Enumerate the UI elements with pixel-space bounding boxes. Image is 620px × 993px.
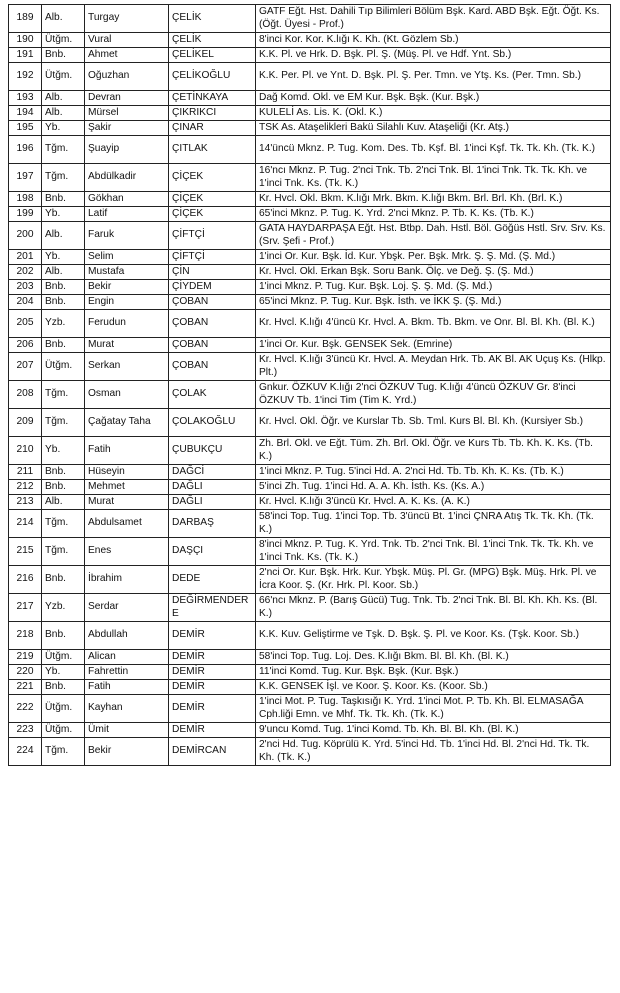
table-row (9, 250, 611, 265)
row-number: 221 (9, 680, 42, 695)
first-name-cell: Oğuzhan (85, 63, 169, 91)
last-name-cell: ÇİÇEK (169, 207, 256, 222)
duty-cell: Kr. Hvcl. Okl. Öğr. ve Kurslar Tb. Sb. Tml. Kurs Bl. Bl. Kh. (Kursiyer Sb.) (256, 409, 611, 437)
row-number: 222 (9, 695, 42, 723)
row-number: 204 (9, 295, 42, 310)
last-name-cell: DARBAŞ (169, 510, 256, 538)
rank-cell: Bnb. (42, 48, 85, 63)
first-name-cell: Selim (85, 250, 169, 265)
duty-cell: KULELİ As. Lis. K. (Okl. K.) (256, 106, 611, 121)
last-name-cell: ÇITLAK (169, 136, 256, 164)
row-number: 209 (9, 409, 42, 437)
duty-cell: 2'nci Hd. Tug. Köprülü K. Yrd. 5'inci Hd. Tb. 1'inci Hd. Bl. 2'nci Hd. Tk. Tk. Kh. (Tk. K.) (256, 738, 611, 766)
last-name-cell: DEMİR (169, 650, 256, 665)
rank-cell: Tğm. (42, 136, 85, 164)
table-row (9, 295, 611, 310)
rank-cell: Bnb. (42, 680, 85, 695)
first-name-cell: Faruk (85, 222, 169, 250)
table-row (9, 566, 611, 594)
rank-cell: Alb. (42, 265, 85, 280)
row-number: 201 (9, 250, 42, 265)
duty-cell: Gnkur. ÖZKUV K.lığı 2'nci ÖZKUV Tug. K.lığı 4'üncü ÖZKUV Gr. 8'inci ÖZKUV Tb. 1'inci Tim (Tim K. Yrd.) (256, 381, 611, 409)
duty-cell: 14'üncü Mknz. P. Tug. Kom. Des. Tb. Kşf. Bl. 1'inci Kşf. Tk. Tk. Kh. (Tk. K.) (256, 136, 611, 164)
first-name-cell: İbrahim (85, 566, 169, 594)
first-name-cell: Alican (85, 650, 169, 665)
row-number: 219 (9, 650, 42, 665)
row-number: 208 (9, 381, 42, 409)
rank-cell: Tğm. (42, 164, 85, 192)
table-row (9, 480, 611, 495)
last-name-cell: DEMİR (169, 695, 256, 723)
table-row (9, 353, 611, 381)
last-name-cell: ÇELİK (169, 33, 256, 48)
table-row (9, 207, 611, 222)
duty-cell: Kr. Hvcl. K.lığı 4'üncü Kr. Hvcl. A. Bkm. Tb. Bkm. ve Onr. Bl. Bl. Kh. (Bl. K.) (256, 310, 611, 338)
rank-cell: Alb. (42, 222, 85, 250)
rank-cell: Yb. (42, 437, 85, 465)
row-number: 213 (9, 495, 42, 510)
rank-cell: Tğm. (42, 409, 85, 437)
table-row (9, 91, 611, 106)
first-name-cell: Şuayip (85, 136, 169, 164)
duty-cell: 1'inci Mknz. P. Tug. Kur. Bşk. Loj. Ş. Ş. Md. (Ş. Md.) (256, 280, 611, 295)
duty-cell: 8'inci Mknz. P. Tug. K. Yrd. Tnk. Tb. 2'nci Tnk. Bl. 1'inci Tnk. Tk. Tk. Kh. ve 1'inci Tnk. Ks. (Tk. K.) (256, 538, 611, 566)
row-number: 205 (9, 310, 42, 338)
table-row (9, 106, 611, 121)
last-name-cell: ÇELİK (169, 5, 256, 33)
personnel-table (8, 4, 611, 766)
duty-cell: 66'ncı Mknz. P. (Barış Gücü) Tug. Tnk. Tb. 2'nci Tnk. Bl. Bl. Kh. Kh. Ks. (Bl. K.) (256, 594, 611, 622)
rank-cell: Bnb. (42, 465, 85, 480)
duty-cell: 1'inci Mot. P. Tug. Taşkısığı K. Yrd. 1'inci Mot. P. Tb. Kh. Bl. ELMASAĞA Cph.liği Emn. ve Mhf. Tk. Tk. Kh. (Tk. K.) (256, 695, 611, 723)
rank-cell: Yzb. (42, 594, 85, 622)
table-row (9, 192, 611, 207)
table-row (9, 538, 611, 566)
table-row (9, 695, 611, 723)
duty-cell: 1'inci Mknz. P. Tug. 5'inci Hd. A. 2'nci Hd. Tb. Tb. Kh. K. Ks. (Tb. K.) (256, 465, 611, 480)
last-name-cell: DEĞİRMENDERE (169, 594, 256, 622)
table-row (9, 409, 611, 437)
duty-cell: Zh. Brl. Okl. ve Eğt. Tüm. Zh. Brl. Okl. Öğr. ve Kurs Tb. Tb. Kh. K. Ks. (Tb. K.) (256, 437, 611, 465)
rank-cell: Bnb. (42, 192, 85, 207)
duty-cell: GATF Eğt. Hst. Dahili Tıp Bilimleri Bölüm Bşk. Kard. ABD Bşk. Eğt. Öğt. Ks. (Öğt. Üyesi - Prof.) (256, 5, 611, 33)
first-name-cell: Fatih (85, 437, 169, 465)
table-row (9, 594, 611, 622)
rank-cell: Alb. (42, 91, 85, 106)
first-name-cell: Bekir (85, 280, 169, 295)
first-name-cell: Şakir (85, 121, 169, 136)
row-number: 191 (9, 48, 42, 63)
last-name-cell: DAĞLI (169, 495, 256, 510)
duty-cell: 2'nci Or. Kur. Bşk. Hrk. Kur. Ybşk. Müş. Pl. Gr. (MPG) Bşk. Müş. Hrk. Pl. ve İcra Koor. Ş. (Kr. Hrk. Pl. Koor. Sb.) (256, 566, 611, 594)
first-name-cell: Abdülkadir (85, 164, 169, 192)
last-name-cell: ÇOBAN (169, 295, 256, 310)
last-name-cell: DEMİR (169, 680, 256, 695)
table-row (9, 5, 611, 33)
first-name-cell: Latif (85, 207, 169, 222)
first-name-cell: Kayhan (85, 695, 169, 723)
duty-cell: 8'inci Kor. Kor. K.lığı K. Kh. (Kt. Gözlem Sb.) (256, 33, 611, 48)
last-name-cell: ÇOBAN (169, 353, 256, 381)
row-number: 196 (9, 136, 42, 164)
rank-cell: Alb. (42, 5, 85, 33)
duty-cell: K.K. Kuv. Geliştirme ve Tşk. D. Bşk. Ş. Pl. ve Koor. Ks. (Tşk. Koor. Sb.) (256, 622, 611, 650)
last-name-cell: ÇELİKEL (169, 48, 256, 63)
first-name-cell: Mehmet (85, 480, 169, 495)
table-row (9, 437, 611, 465)
last-name-cell: DEDE (169, 566, 256, 594)
rank-cell: Tğm. (42, 538, 85, 566)
table-row (9, 265, 611, 280)
table-row (9, 164, 611, 192)
last-name-cell: ÇETİNKAYA (169, 91, 256, 106)
last-name-cell: DEMİR (169, 723, 256, 738)
rank-cell: Alb. (42, 495, 85, 510)
personnel-table-body (9, 5, 611, 766)
first-name-cell: Osman (85, 381, 169, 409)
table-row (9, 48, 611, 63)
rank-cell: Tğm. (42, 510, 85, 538)
last-name-cell: DEMİR (169, 665, 256, 680)
row-number: 217 (9, 594, 42, 622)
table-row (9, 495, 611, 510)
last-name-cell: DEMİRCAN (169, 738, 256, 766)
duty-cell: Kr. Hvcl. K.lığı 3'üncü Kr. Hvcl. A. Meydan Hrk. Tb. AK Bl. AK Uçuş Ks. (Hlkp. Plt.) (256, 353, 611, 381)
duty-cell: GATA HAYDARPAŞA Eğt. Hst. Btbp. Dah. Hstl. Böl. Göğüs Hstl. Srv. Srv. Ks. (Srv. Şefi - Prof.) (256, 222, 611, 250)
table-row (9, 136, 611, 164)
duty-cell: Dağ Komd. Okl. ve EM Kur. Bşk. Bşk. (Kur. Bşk.) (256, 91, 611, 106)
first-name-cell: Ahmet (85, 48, 169, 63)
rank-cell: Bnb. (42, 295, 85, 310)
last-name-cell: ÇİFTÇİ (169, 222, 256, 250)
duty-cell: 1'inci Or. Kur. Bşk. İd. Kur. Ybşk. Per. Bşk. Mrk. Ş. Ş. Md. (Ş. Md.) (256, 250, 611, 265)
last-name-cell: ÇİFTÇİ (169, 250, 256, 265)
row-number: 199 (9, 207, 42, 222)
duty-cell: 16'ncı Mknz. P. Tug. 2'nci Tnk. Tb. 2'nci Tnk. Bl. 1'inci Tnk. Tk. Tk. Kh. ve 1'inci Tnk. Ks. (Tk. K.) (256, 164, 611, 192)
first-name-cell: Vural (85, 33, 169, 48)
last-name-cell: ÇOBAN (169, 310, 256, 338)
table-row (9, 738, 611, 766)
table-row (9, 63, 611, 91)
first-name-cell: Engin (85, 295, 169, 310)
first-name-cell: Abdullah (85, 622, 169, 650)
row-number: 192 (9, 63, 42, 91)
last-name-cell: DAĞCİ (169, 465, 256, 480)
row-number: 210 (9, 437, 42, 465)
first-name-cell: Abdulsamet (85, 510, 169, 538)
last-name-cell: ÇOLAKOĞLU (169, 409, 256, 437)
rank-cell: Yb. (42, 207, 85, 222)
rank-cell: Tğm. (42, 381, 85, 409)
duty-cell: Kr. Hvcl. Okl. Erkan Bşk. Soru Bank. Ölç. ve Değ. Ş. (Ş. Md.) (256, 265, 611, 280)
rank-cell: Yb. (42, 250, 85, 265)
rank-cell: Alb. (42, 106, 85, 121)
rank-cell: Ütğm. (42, 63, 85, 91)
rank-cell: Bnb. (42, 480, 85, 495)
row-number: 216 (9, 566, 42, 594)
last-name-cell: ÇIKRIKCI (169, 106, 256, 121)
rank-cell: Ütğm. (42, 695, 85, 723)
first-name-cell: Bekir (85, 738, 169, 766)
table-row (9, 121, 611, 136)
duty-cell: 65'inci Mknz. P. Tug. Kur. Bşk. İsth. ve İKK Ş. (Ş. Md.) (256, 295, 611, 310)
first-name-cell: Murat (85, 495, 169, 510)
duty-cell: Kr. Hvcl. Okl. Bkm. K.lığı Mrk. Bkm. K.lığı Bkm. Brl. Brl. Kh. (Brl. K.) (256, 192, 611, 207)
last-name-cell: DAŞÇI (169, 538, 256, 566)
table-row (9, 622, 611, 650)
table-row (9, 381, 611, 409)
row-number: 198 (9, 192, 42, 207)
table-row (9, 510, 611, 538)
rank-cell: Yb. (42, 665, 85, 680)
first-name-cell: Fatih (85, 680, 169, 695)
row-number: 202 (9, 265, 42, 280)
rank-cell: Ütğm. (42, 723, 85, 738)
last-name-cell: ÇOLAK (169, 381, 256, 409)
duty-cell: 11'inci Komd. Tug. Kur. Bşk. Bşk. (Kur. Bşk.) (256, 665, 611, 680)
last-name-cell: ÇELİKOĞLU (169, 63, 256, 91)
table-row (9, 310, 611, 338)
rank-cell: Bnb. (42, 622, 85, 650)
duty-cell: 1'inci Or. Kur. Bşk. GENSEK Sek. (Emrine) (256, 338, 611, 353)
table-row (9, 665, 611, 680)
duty-cell: TSK As. Ataşelikleri Bakü Silahlı Kuv. Ataşeliği (Kr. Atş.) (256, 121, 611, 136)
first-name-cell: Enes (85, 538, 169, 566)
last-name-cell: DEMİR (169, 622, 256, 650)
last-name-cell: ÇİYDEM (169, 280, 256, 295)
row-number: 224 (9, 738, 42, 766)
duty-cell: 5'inci Zh. Tug. 1'inci Hd. A. A. Kh. İsth. Ks. (Ks. A.) (256, 480, 611, 495)
first-name-cell: Murat (85, 338, 169, 353)
duty-cell: K.K. Pl. ve Hrk. D. Bşk. Pl. Ş. (Müş. Pl. ve Hdf. Ynt. Sb.) (256, 48, 611, 63)
row-number: 197 (9, 164, 42, 192)
rank-cell: Yb. (42, 121, 85, 136)
duty-cell: 65'inci Mknz. P. Tug. K. Yrd. 2'nci Mknz. P. Tb. K. Ks. (Tb. K.) (256, 207, 611, 222)
first-name-cell: Serdar (85, 594, 169, 622)
first-name-cell: Serkan (85, 353, 169, 381)
row-number: 218 (9, 622, 42, 650)
rank-cell: Bnb. (42, 566, 85, 594)
row-number: 206 (9, 338, 42, 353)
table-row (9, 723, 611, 738)
row-number: 189 (9, 5, 42, 33)
row-number: 195 (9, 121, 42, 136)
first-name-cell: Ferudun (85, 310, 169, 338)
first-name-cell: Ümit (85, 723, 169, 738)
duty-cell: K.K. GENSEK İşl. ve Koor. Ş. Koor. Ks. (Koor. Sb.) (256, 680, 611, 695)
first-name-cell: Mürsel (85, 106, 169, 121)
rank-cell: Tğm. (42, 738, 85, 766)
last-name-cell: DAĞLI (169, 480, 256, 495)
rank-cell: Ütğm. (42, 353, 85, 381)
last-name-cell: ÇİÇEK (169, 164, 256, 192)
table-row (9, 338, 611, 353)
first-name-cell: Devran (85, 91, 169, 106)
last-name-cell: ÇINAR (169, 121, 256, 136)
table-row (9, 222, 611, 250)
rank-cell: Ütğm. (42, 33, 85, 48)
first-name-cell: Fahrettin (85, 665, 169, 680)
last-name-cell: ÇUBUKÇU (169, 437, 256, 465)
table-row (9, 650, 611, 665)
first-name-cell: Gökhan (85, 192, 169, 207)
row-number: 220 (9, 665, 42, 680)
first-name-cell: Turgay (85, 5, 169, 33)
first-name-cell: Hüseyin (85, 465, 169, 480)
row-number: 207 (9, 353, 42, 381)
table-row (9, 680, 611, 695)
row-number: 223 (9, 723, 42, 738)
last-name-cell: ÇİÇEK (169, 192, 256, 207)
row-number: 190 (9, 33, 42, 48)
row-number: 194 (9, 106, 42, 121)
table-row (9, 33, 611, 48)
rank-cell: Bnb. (42, 338, 85, 353)
row-number: 212 (9, 480, 42, 495)
row-number: 193 (9, 91, 42, 106)
first-name-cell: Çağatay Taha (85, 409, 169, 437)
duty-cell: 58'inci Top. Tug. Loj. Des. K.lığı Bkm. Bl. Bl. Kh. (Bl. K.) (256, 650, 611, 665)
duty-cell: 58'inci Top. Tug. 1'inci Top. Tb. 3'üncü Bt. 1'inci ÇNRA Atış Tk. Tk. Kh. (Tk. K.) (256, 510, 611, 538)
rank-cell: Yzb. (42, 310, 85, 338)
row-number: 203 (9, 280, 42, 295)
first-name-cell: Mustafa (85, 265, 169, 280)
duty-cell: K.K. Per. Pl. ve Ynt. D. Bşk. Pl. Ş. Per. Tmn. ve Ytş. Ks. (Per. Tmn. Sb.) (256, 63, 611, 91)
row-number: 214 (9, 510, 42, 538)
row-number: 200 (9, 222, 42, 250)
last-name-cell: ÇOBAN (169, 338, 256, 353)
table-row (9, 465, 611, 480)
row-number: 211 (9, 465, 42, 480)
duty-cell: 9'uncu Komd. Tug. 1'inci Komd. Tb. Kh. Bl. Bl. Kh. (Bl. K.) (256, 723, 611, 738)
table-row (9, 280, 611, 295)
row-number: 215 (9, 538, 42, 566)
duty-cell: Kr. Hvcl. K.lığı 3'üncü Kr. Hvcl. A. K. Ks. (A. K.) (256, 495, 611, 510)
rank-cell: Bnb. (42, 280, 85, 295)
rank-cell: Ütğm. (42, 650, 85, 665)
last-name-cell: ÇİN (169, 265, 256, 280)
